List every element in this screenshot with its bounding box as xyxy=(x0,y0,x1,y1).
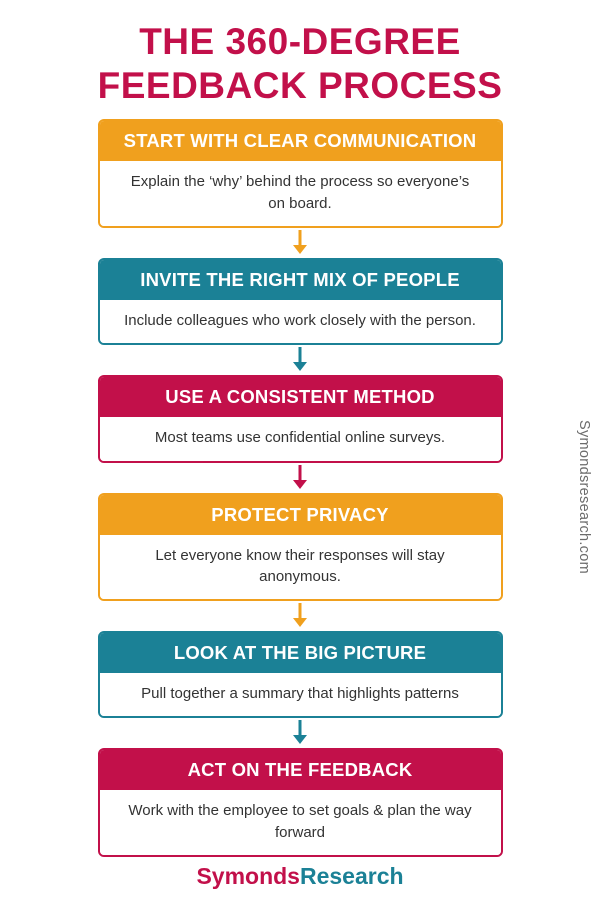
page-title xyxy=(0,0,600,107)
step-header-5: LOOK AT THE BIG PICTURE xyxy=(100,633,501,673)
step-body-4: Let everyone know their responses will stay anonymous. xyxy=(100,535,501,600)
page-title-line-1: THE 360-DEGREE xyxy=(139,21,461,62)
watermark-url: Symondsresearch.com xyxy=(576,420,592,574)
arrow-down-5 xyxy=(98,718,503,748)
step-header-4: PROTECT PRIVACY xyxy=(100,495,501,535)
arrow-down-3 xyxy=(98,463,503,493)
arrow-down-2 xyxy=(98,345,503,375)
page-title-line-2: FEEDBACK PROCESS xyxy=(97,64,503,106)
step-body-5: Pull together a summary that highlights patterns xyxy=(100,673,501,716)
step-body-6: Work with the employee to set goals & plan the way forward xyxy=(100,790,501,855)
process-step-2 xyxy=(98,258,503,345)
brand-name-part-1: Symonds xyxy=(196,862,300,889)
step-header-2: INVITE THE RIGHT MIX OF PEOPLE xyxy=(100,260,501,300)
process-step-3 xyxy=(98,375,503,462)
step-header-3: USE A CONSISTENT METHOD xyxy=(100,377,501,417)
step-header-6: ACT ON THE FEEDBACK xyxy=(100,750,501,790)
arrow-down-1 xyxy=(98,228,503,258)
step-header-1: START WITH CLEAR COMMUNICATION xyxy=(100,121,501,161)
step-body-2: Include colleagues who work closely with the person. xyxy=(100,300,501,343)
process-step-6 xyxy=(98,748,503,857)
brand-logo xyxy=(0,863,600,890)
step-body-3: Most teams use confidential online surveys. xyxy=(100,417,501,460)
process-step-1 xyxy=(98,119,503,228)
process-flow xyxy=(98,119,503,857)
arrow-down-4 xyxy=(98,601,503,631)
process-step-4 xyxy=(98,493,503,602)
brand-name-part-2: Research xyxy=(299,862,404,889)
step-body-1: Explain the ‘why’ behind the process so everyone’s on board. xyxy=(100,161,501,226)
process-step-5 xyxy=(98,631,503,718)
